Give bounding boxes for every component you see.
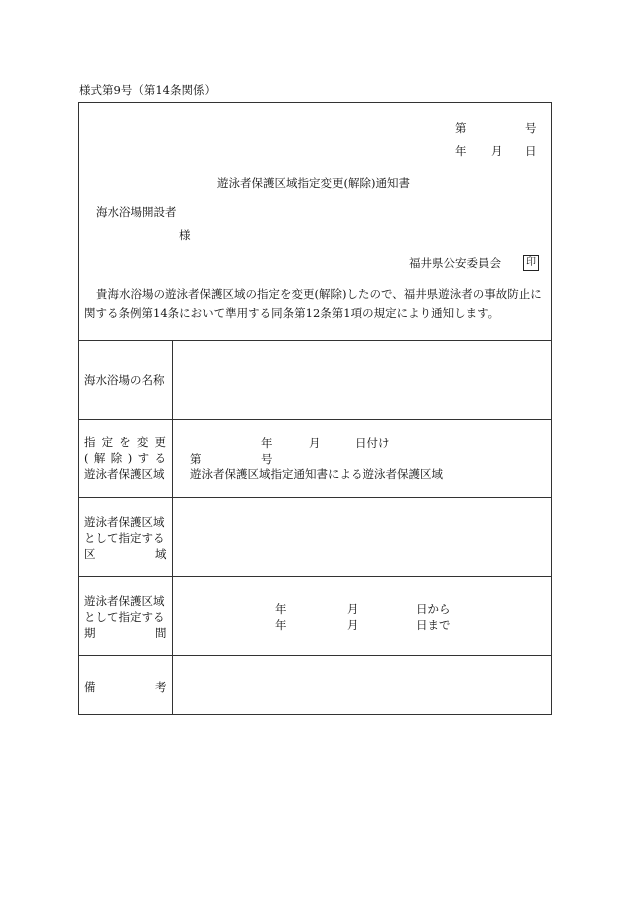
row-divider-4 [79, 655, 551, 656]
remarks-label-b: 考 [155, 680, 167, 694]
column-divider [172, 340, 173, 714]
period-to-year: 年 [275, 618, 287, 632]
sender-name: 福井県公安委員会 [409, 256, 501, 270]
target-area-description: 遊泳者保護区域指定通知書による遊泳者保護区域 [190, 467, 443, 481]
number-suffix: 号 [525, 121, 537, 135]
target-area-label-3: 遊泳者保護区域 [84, 467, 165, 481]
period-from-month: 月 [347, 602, 359, 616]
target-area-number-prefix: 第 [190, 452, 202, 466]
date-day: 日 [525, 144, 537, 158]
seal-mark: 印 [523, 255, 539, 271]
table-top-line [79, 340, 551, 341]
designated-period-label-3b: 間 [155, 626, 167, 640]
recipient-label: 海水浴場開設者 [96, 205, 177, 219]
period-to-day: 日まで [416, 618, 451, 632]
target-area-label-2: (解除)する [84, 451, 166, 465]
designated-period-label-1: 遊泳者保護区域 [84, 594, 165, 608]
designated-period-label-3a: 期 [84, 626, 96, 640]
period-to-month: 月 [347, 618, 359, 632]
designated-area-label-3a: 区 [84, 547, 96, 561]
form-code: 様式第9号（第14条関係） [79, 83, 216, 97]
date-year: 年 [455, 144, 467, 158]
target-area-dated: 日付け [355, 436, 390, 450]
notice-form [78, 102, 552, 715]
recipient-honorific: 様 [179, 228, 191, 242]
body-line-1: 貴海水浴場の遊泳者保護区域の指定を変更(解除)したので、福井県遊泳者の事故防止に [96, 287, 542, 301]
body-line-2: 関する条例第14条において準用する同条第12条第1項の規定により通知します。 [84, 306, 500, 320]
row-divider-2 [79, 497, 551, 498]
designated-area-label-2: として指定する [84, 531, 165, 545]
target-area-year: 年 [261, 436, 273, 450]
date-month: 月 [491, 144, 503, 158]
row-divider-1 [79, 419, 551, 420]
remarks-label-a: 備 [84, 680, 96, 694]
target-area-month: 月 [309, 436, 321, 450]
designated-period-label-2: として指定する [84, 610, 165, 624]
period-from-year: 年 [275, 602, 287, 616]
period-from-day: 日から [416, 602, 451, 616]
row-divider-3 [79, 576, 551, 577]
designated-area-label-3b: 域 [155, 547, 167, 561]
target-area-number-suffix: 号 [261, 452, 273, 466]
number-prefix: 第 [455, 121, 467, 135]
target-area-label-1: 指定を変更 [84, 435, 166, 449]
designated-area-label-1: 遊泳者保護区域 [84, 515, 165, 529]
document-title: 遊泳者保護区域指定変更(解除)通知書 [217, 176, 410, 190]
beach-name-label: 海水浴場の名称 [84, 373, 165, 387]
